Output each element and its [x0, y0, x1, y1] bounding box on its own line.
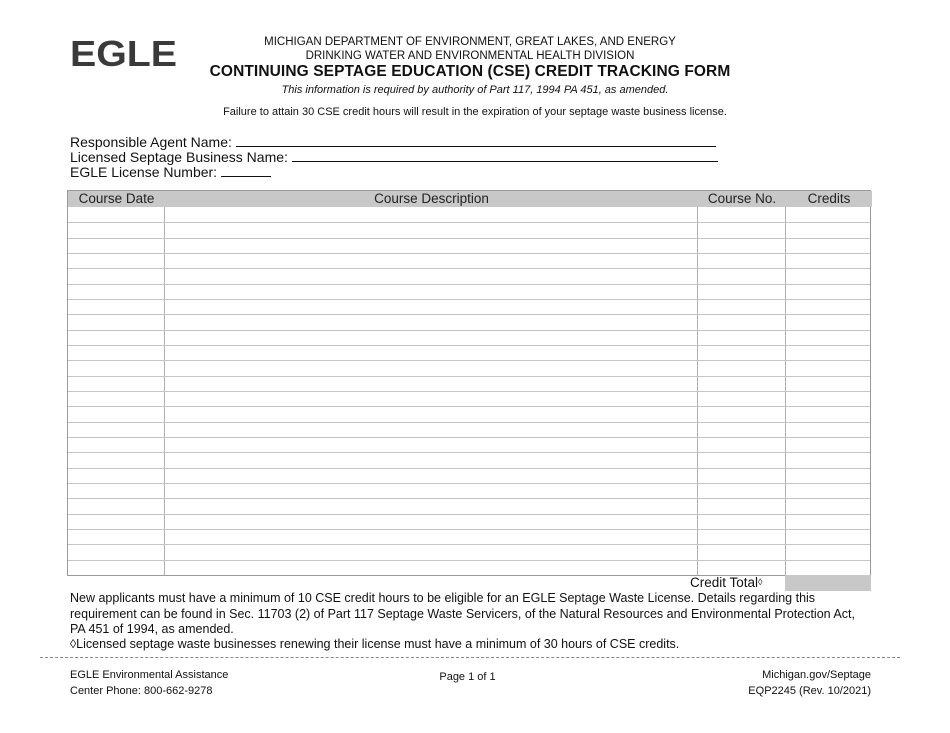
- credit-table: [67, 190, 871, 576]
- header-credits: Credits: [807, 191, 851, 206]
- footer-contact-line1: EGLE Environmental Assistance: [70, 669, 229, 681]
- table-row[interactable]: [68, 468, 870, 469]
- egle-logo: [70, 38, 178, 68]
- form-title: CONTINUING SEPTAGE EDUCATION (CSE) CREDIT TRACKING FORM: [209, 63, 731, 80]
- table-row[interactable]: [68, 268, 870, 269]
- table-row[interactable]: [68, 391, 870, 392]
- header-course-date: Course Date: [78, 191, 155, 206]
- table-row[interactable]: [68, 238, 870, 239]
- credit-total-text: Credit Total: [690, 575, 759, 590]
- table-header: [68, 191, 872, 207]
- agent-name-label: Responsible Agent Name:: [70, 134, 232, 150]
- table-row[interactable]: [68, 345, 870, 346]
- business-name-label: Licensed Septage Business Name:: [70, 149, 288, 165]
- table-row[interactable]: [68, 222, 870, 223]
- footer-divider: [40, 657, 900, 658]
- page-number: Page 1 of 1: [439, 671, 496, 683]
- header-course-no: Course No.: [707, 191, 777, 206]
- license-number-input[interactable]: [221, 163, 271, 177]
- table-row[interactable]: [68, 498, 870, 499]
- table-row[interactable]: [68, 437, 870, 438]
- credit-total-label: [690, 574, 788, 591]
- credit-total-marker: ◊: [758, 577, 763, 587]
- table-row[interactable]: [68, 284, 870, 285]
- table-row[interactable]: [68, 483, 870, 484]
- table-row[interactable]: [68, 360, 870, 361]
- footer-contact-line2: Center Phone: 800-662-9278: [70, 685, 213, 697]
- footer-url[interactable]: Michigan.gov/Septage: [762, 669, 871, 681]
- table-row[interactable]: [68, 544, 870, 545]
- table-row[interactable]: [68, 299, 870, 300]
- authority-note: This information is required by authority of Part 117, 1994 PA 451, as amended.: [281, 84, 669, 96]
- logo-text: EGLE: [70, 38, 177, 68]
- license-number-label: EGLE License Number:: [70, 164, 218, 180]
- renewal-note: ◊Licensed septage waste businesses renewing their license must have a minimum of 30 hours of CSE credits.: [70, 637, 680, 651]
- form-number: EQP2245 (Rev. 10/2021): [748, 685, 871, 697]
- department-name: MICHIGAN DEPARTMENT OF ENVIRONMENT, GREAT LAKES, AND ENERGY: [264, 36, 676, 48]
- header-course-description: Course Description: [374, 191, 489, 206]
- table-row[interactable]: [68, 253, 870, 254]
- table-row[interactable]: [68, 452, 870, 453]
- division-name: DRINKING WATER AND ENVIRONMENTAL HEALTH DIVISION: [305, 50, 635, 62]
- credit-total-input[interactable]: [785, 575, 871, 591]
- table-row[interactable]: [68, 514, 870, 515]
- table-row[interactable]: [68, 314, 870, 315]
- license-number-field: [70, 163, 271, 180]
- table-row[interactable]: [68, 376, 870, 377]
- new-applicant-note: New applicants must have a minimum of 10 CSE credit hours to be eligible for an EGLE Septage Waste License. Details regarding this requirement can be found in Sec. 11703 (2) of Part 117 Septage Waste Servicers, of the Natural Resources and Environmental Protection Act, PA 451 of 1994, as amended.: [70, 591, 855, 636]
- footer-reference: [650, 667, 871, 699]
- table-row[interactable]: [68, 422, 870, 423]
- table-row[interactable]: [68, 560, 870, 561]
- table-row[interactable]: [68, 406, 870, 407]
- table-row[interactable]: [68, 330, 870, 331]
- table-row[interactable]: [68, 529, 870, 530]
- agent-name-input[interactable]: [236, 133, 716, 147]
- expiration-warning: Failure to attain 30 CSE credit hours will result in the expiration of your septage waste business license.: [223, 106, 727, 118]
- business-name-input[interactable]: [292, 148, 718, 162]
